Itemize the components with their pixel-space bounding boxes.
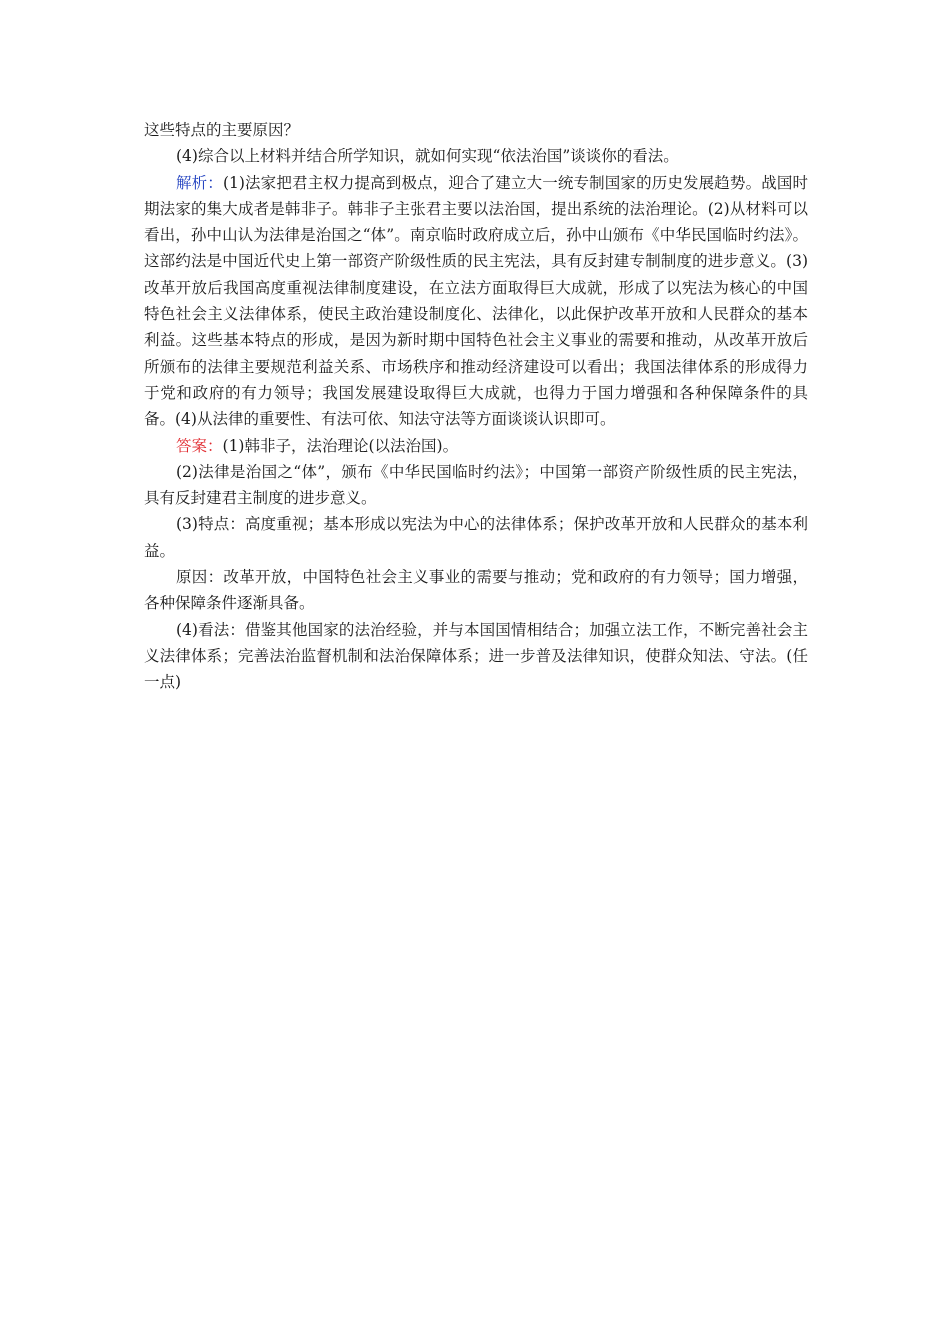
- answer-1-text: (1)韩非子，法治理论(以法治国)。: [222, 436, 459, 455]
- document-body: [144, 117, 808, 696]
- answer-1: [144, 433, 808, 459]
- analysis-label: 解析：: [176, 173, 223, 192]
- analysis-text: (1)法家把君主权力提高到极点，迎合了建立大一统专制国家的历史发展趋势。战国时期法家的集大成者是韩非子。韩非子主张君主要以法治国，提出系统的法治理论。(2)从材料可以看出，孙中山认为法律是治国之“体”。南京临时政府成立后，孙中山颁布《中华民国临时约法》。这部约法是中国近代史上第一部资产阶级性质的民主宪法，具有反封建专制制度的进步意义。(3)改革开放后我国高度重视法律制度建设，在立法方面取得巨大成就，形成了以宪法为核心的中国特色社会主义法律体系，使民主政治建设制度化、法律化，以此保护改革开放和人民群众的基本利益。这些基本特点的形成，是因为新时期中国特色社会主义事业的需要和推动，从改革开放后所颁布的法律主要规范利益关系、市场秩序和推动经济建设可以看出；我国法律体系的形成得力于党和政府的有力领导；我国发展建设取得巨大成就，也得力于国力增强和各种保障条件的具备。(4)从法律的重要性、有法可依、知法守法等方面谈谈认识即可。: [144, 173, 808, 429]
- answer-label: 答案：: [176, 436, 223, 455]
- analysis-paragraph: [144, 170, 808, 433]
- question-4: (4)综合以上材料并结合所学知识，就如何实现“依法治国”谈谈你的看法。: [176, 147, 679, 166]
- answer-4: (4)看法：借鉴其他国家的法治经验，并与本国国情相结合；加强立法工作，不断完善社会主义法律体系；完善法治监督机制和法治保障体系；进一步普及法律知识，使群众知法、守法。(任一点): [144, 620, 808, 692]
- answer-3-reason: 原因：改革开放，中国特色社会主义事业的需要与推动；党和政府的有力领导；国力增强，各种保障条件逐渐具备。: [144, 568, 808, 613]
- answer-3: (3)特点：高度重视；基本形成以宪法为中心的法律体系；保护改革开放和人民群众的基本利益。: [144, 515, 808, 560]
- answer-2: (2)法律是治国之“体”，颁布《中华民国临时约法》；中国第一部资产阶级性质的民主宪法，具有反封建君主制度的进步意义。: [144, 462, 808, 508]
- question-tail: 这些特点的主要原因？: [144, 121, 300, 139]
